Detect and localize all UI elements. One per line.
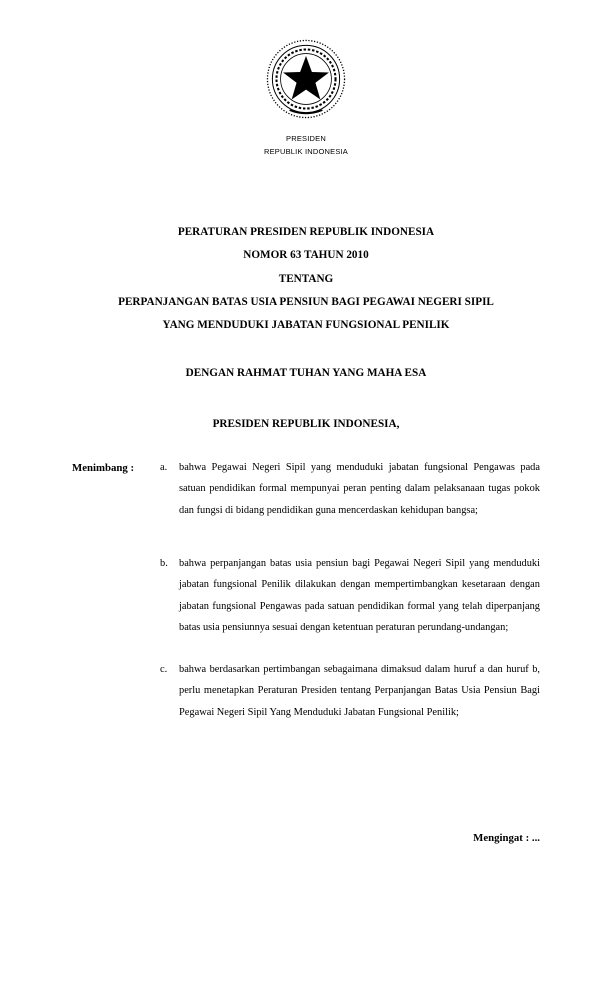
title-line-about: TENTANG (278, 272, 334, 285)
title-line-subject-1: PERPANJANGAN BATAS USIA PENSIUN BAGI PEGAWAI NEGERI SIPIL (118, 295, 494, 308)
title-line-1: PERATURAN PRESIDEN REPUBLIK INDONESIA (177, 226, 435, 238)
item-text: bahwa perpanjangan batas usia pensiun bagi Pegawai Negeri Sipil yang menduduki jabatan fungsional Penilik dilakukan dengan mempertimbangkan kesetaraan dengan jabatan fungsional Pengawas pada satuan pendidikan formal yang telah diperpanjang batas usia pensiunnya sesuai dengan ketentuan peraturan perundang-undangan; (179, 558, 540, 634)
emblem-caption-republic: REPUBLIK INDONESIA (263, 147, 349, 156)
emblem-caption-president: PRESIDEN (286, 134, 326, 143)
blessing-heading: DENGAN RAHMAT TUHAN YANG MAHA ESA (185, 367, 427, 379)
item-text: bahwa berdasarkan pertimbangan sebagaimana dimaksud dalam huruf a dan huruf b, perlu menetapkan Peraturan Presiden tentang Perpanjangan Batas Usia Pensiun Bagi Pegawai Negeri Sipil Yang Menduduki Jabatan Fungsional Penilik; (179, 664, 540, 718)
title-line-number: NOMOR 63 TAHUN 2010 (243, 249, 369, 262)
item-text: bahwa Pegawai Negeri Sipil yang menduduki jabatan fungsional Pengawas pada satuan pendidikan formal mempunyai peran penting dalam pelaksanaan tugas pokok dan fungsi di bidang pendidikan guna mencerdaskan kehidupan bangsa; (179, 462, 540, 516)
item-letter: a. (160, 462, 168, 473)
item-letter: c. (160, 664, 168, 675)
title-line-subject-2: YANG MENDUDUKI JABATAN FUNGSIONAL PENILIK (162, 319, 450, 332)
item-letter: b. (160, 558, 168, 569)
continuation-note: Mengingat : ... (473, 832, 540, 844)
regulation-title (0, 221, 612, 337)
garuda-star-emblem-icon (265, 38, 347, 120)
menimbang-label: Menimbang : (72, 462, 135, 474)
president-heading: PRESIDEN REPUBLIK INDONESIA, (212, 418, 400, 430)
